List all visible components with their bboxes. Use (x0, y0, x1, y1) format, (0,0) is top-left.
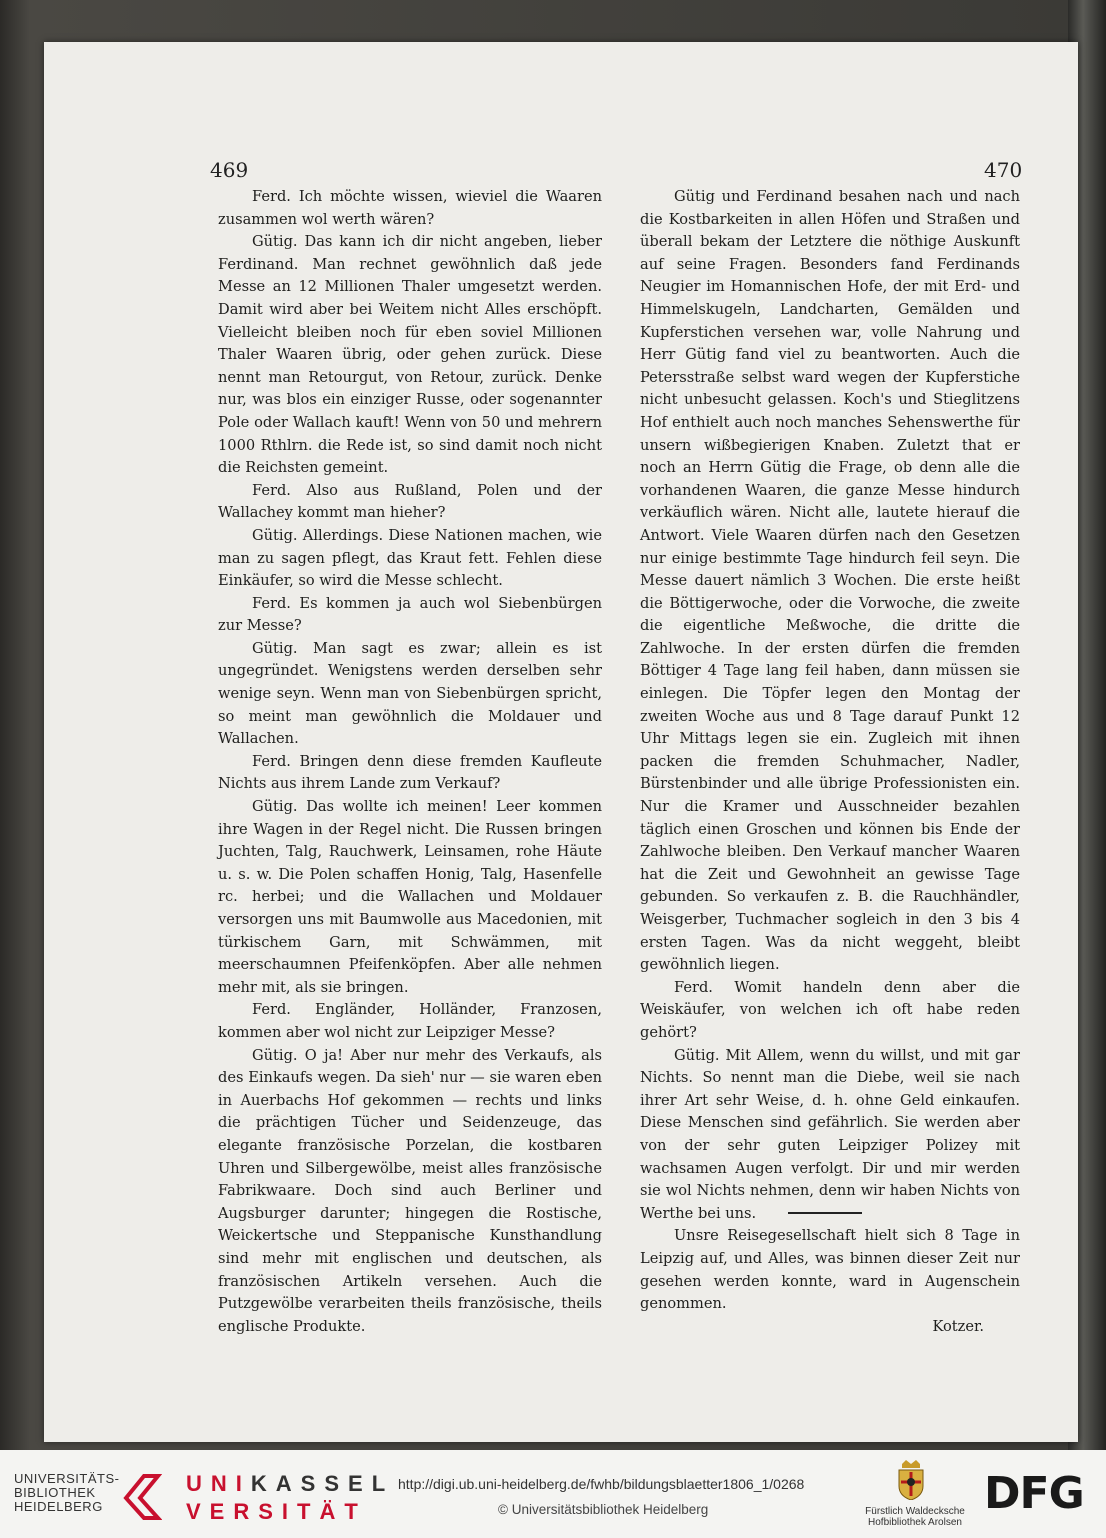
signature: Kotzer. (932, 1317, 984, 1335)
paragraph: Gütig. Das kann ich dir nicht angeben, lieber Ferdinand. Man rechnet gewöhnlich daß jede Messe an 12 Millionen Thaler umgesetzt werden. Damit wird aber bei Weitem nicht Alles erschöpft. Vielleicht bleiben noch für eben soviel Millionen Thaler Waaren übrig, oder gehen zurück. Diese nennt man Retourgut, von Retour, zurück. Denke nur, was blos ein einziger Russe, oder sogenannter Pole oder Wallach kauft! Wenn von 50 und mehrern 1000 Rthlrn. die Rede ist, so sind damit noch nicht die Reichsten gemeint. (218, 233, 602, 477)
paragraph: Gütig. Man sagt es zwar; allein es ist ungegründet. Wenigstens werden derselben sehr wenige seyn. Wenn man von Siebenbürgen spricht, so meint man gewöhnlich die Moldauer und Wallachen. (218, 639, 602, 748)
footer-bar (0, 1450, 1106, 1538)
right-page-number: 470 (984, 158, 1023, 182)
paragraph: Gütig. Allerdings. Diese Nationen machen, wie man zu sagen pflegt, das Kraut fett. Fehlen diese Einkäufer, so wird die Messe schlecht. (218, 526, 602, 590)
heidelberg-mark-icon (122, 1468, 162, 1520)
paragraph: Ferd. Ich möchte wissen, wieviel die Waaren zusammen wol werth wären? (218, 188, 602, 228)
dfg-logo[interactable]: DFG (984, 1468, 1084, 1519)
paragraph: Gütig und Ferdinand besahen nach und nach die Kostbarkeiten in allen Höfen und Straßen und überall bekam der Letztere die nöthige Auskunft auf seine Fragen. Besonders fand Ferdinands Neugier im Homannischen Hofe, der mit Erd- und Himmelskugeln, Landcharten, Gemälden und Kupferstichen versehen war, volle Nahrung und Herr Gütig fand viel zu beantworten. Auch die Petersstraße selbst ward wegen der Kupferstiche nicht unbesucht gelassen. Koch's und Stieglitzens Hof enthielt auch noch manches Sehenswerthe für unsern wißbegierigen Knaben. Zuletzt that er noch an Herrn Gütig die Frage, ob denn alle die vorhandenen Waaren, die ganze Messe hindurch verkäuflich wären. Nicht alle, lautete hierauf die Antwort. Viele Waaren dürfen nach den Gesetzen nur einige bestimmte Tage hindurch feil seyn. Die Messe dauert nämlich 3 Wochen. Die erste heißt die Böttigerwoche, oder die Vorwoche, die zweite die eigentliche Meßwoche, die dritte die Zahlwoche. In der ersten dürfen die fremden Böttiger 4 Tage lang feil haben, dann müssen sie einlegen. Die Töpfer legen den Montag der zweiten Woche aus und 8 Tage darauf Punkt 12 Uhr Mittags legen sie ein. Zugleich mit ihnen packen die fremden Schuhmacher, Nadler, Bürstenbinder und alle übrige Professionisten ein. Nur die Kramer und Ausschneider bezahlen täglich einen Groschen und können bis Ende der Zahlwoche bleiben. Den Verkauf mancher Waaren hat die Zeit und Gewohnheit an gewisse Tage gebunden. So verkaufen z. B. die Rauchhändler, Weisgerber, Tuchmacher sogleich in den 3 bis 4 ersten Tagen. Was da nicht weggeht, bleibt gewöhnlich liegen. (640, 188, 1020, 974)
paragraph: Gütig. Das wollte ich meinen! Leer kommen ihre Wagen in der Regel nicht. Die Russen bringen Juchten, Talg, Rauchwerk, Leinsamen, rohe Häute u. s. w. Die Polen schaffen Honig, Talg, Hasenfelle rc. herbei; und die Wallachen und Moldauer versorgen uns mit Baumwolle aus Macedonien, mit türkischem Garn, mit Schwämmen, mit meerschaumnen Pfeifenköpfen. Aber alle nehmen mehr mit, als sie bringen. (218, 798, 602, 996)
end-rule (788, 1212, 862, 1214)
waldeck-library-logo[interactable]: Fürstlich Waldecksche Hofbibliothek Arolsen (865, 1506, 965, 1528)
paragraph: Ferd. Engländer, Holländer, Franzosen, kommen aber wol nicht zur Leipziger Messe? (218, 1001, 602, 1041)
waldeck-crest-icon (896, 1460, 926, 1500)
paragraph: Ferd. Es kommen ja auch wol Siebenbürgen zur Messe? (218, 594, 602, 635)
paragraph: Ferd. Also aus Rußland, Polen und der Wallachey kommt man hieher? (218, 481, 602, 522)
kassel-university-logo[interactable]: UNIKASSEL VERSITÄT (186, 1471, 395, 1524)
left-column (218, 186, 602, 1338)
paragraph: Ferd. Womit handeln denn aber die Weiskäufer, von welchen ich oft habe reden gehört? (640, 978, 1020, 1041)
document-url-link[interactable]: http://digi.ub.uni-heidelberg.de/fwhb/bildungsblaetter1806_1/0268 (398, 1476, 805, 1492)
paragraph: Gütig. O ja! Aber nur mehr des Verkaufs, als des Einkaufs wegen. Da sieh' nur — sie waren eben in Auerbachs Hof gekommen — rechts und links die prächtigen Tücher und Seidenzeuge, das elegante französische Porzelan, die kostbaren Uhren und Silbergewölbe, meist alles französische Fabrikwaare. Doch sind auch Berliner und Augsburger darunter; hingegen die Rostische, Weickertsche und Steppanische Kunsthandlung sind mehr mit englischen und deutschen, als französischen Artikeln versehen. Auch die Putzgewölbe verarbeiten theils französische, theils englische Produkte. (218, 1046, 602, 1335)
paragraph: Unsre Reisegesellschaft hielt sich 8 Tage in Leipzig auf, und Alles, was binnen dieser Zeit nur gesehen werden konnte, ward in Augenschein genommen. (640, 1227, 1020, 1313)
paragraph: Gütig. Mit Allem, wenn du willst, und mit gar Nichts. So nennt man die Diebe, weil sie nach ihrer Art sehr Weise, d. h. ohne Geld einkaufen. Diese Menschen sind gefährlich. Sie werden aber von der sehr guten Leipziger Polizey mit wachsamen Augen verfolgt. Dir und mir werden sie wol Nichts nehmen, denn wir haben Nichts von Werthe bei uns. (640, 1046, 1020, 1222)
copyright-text: © Universitätsbibliothek Heidelberg (498, 1502, 709, 1517)
paragraph: Ferd. Bringen denn diese fremden Kaufleute Nichts aus ihrem Lande zum Verkauf? (218, 752, 602, 793)
left-page-number: 469 (210, 158, 249, 182)
right-column (640, 186, 1020, 1338)
heidelberg-library-logo[interactable]: UNIVERSITÄTS- BIBLIOTHEK HEIDELBERG (14, 1471, 120, 1514)
